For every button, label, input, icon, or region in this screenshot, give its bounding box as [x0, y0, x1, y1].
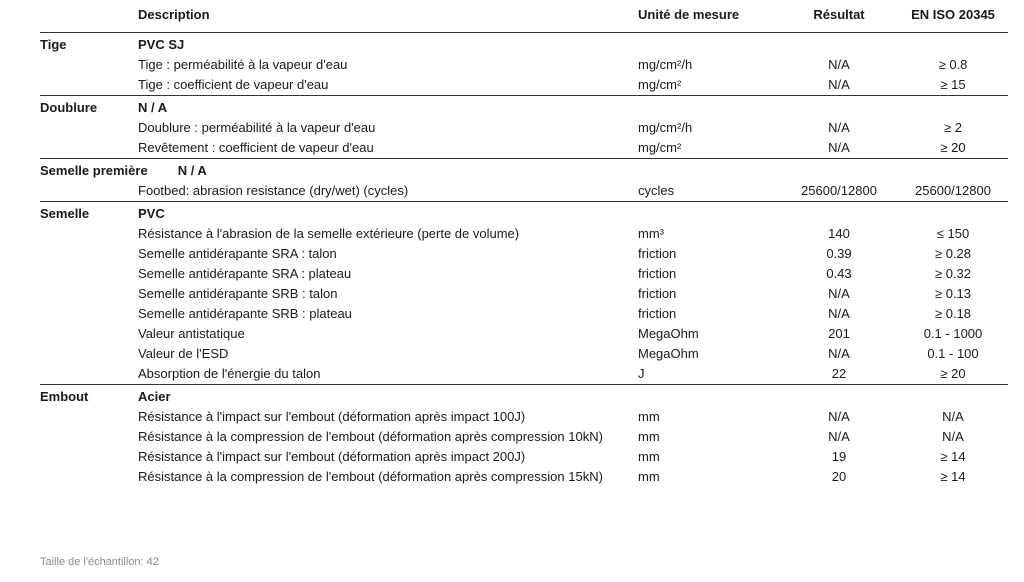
row-spacer	[40, 75, 138, 96]
table-row	[40, 427, 1008, 447]
row-result: N/A	[828, 77, 850, 92]
row-standard: ≥ 14	[940, 469, 966, 484]
row-result: N/A	[828, 120, 850, 135]
section-blank-result	[780, 159, 898, 182]
row-description: Semelle antidérapante SRB : talon	[138, 286, 338, 301]
table-row	[40, 244, 1008, 264]
section-name: Semelle première	[40, 163, 148, 178]
row-result: N/A	[828, 140, 850, 155]
section-row	[40, 159, 1008, 182]
section-name: Doublure	[40, 96, 138, 119]
row-standard: ≥ 20	[940, 366, 966, 381]
row-result: N/A	[828, 409, 850, 424]
row-standard: ≥ 2	[944, 120, 962, 135]
row-unit: J	[638, 366, 645, 381]
table-row	[40, 447, 1008, 467]
row-spacer	[40, 407, 138, 427]
row-spacer	[40, 467, 138, 487]
table-row	[40, 181, 1008, 202]
row-result: N/A	[828, 346, 850, 361]
row-description: Absorption de l'énergie du talon	[138, 366, 321, 381]
row-standard: ≥ 0.8	[938, 57, 968, 72]
section-blank-unit	[638, 202, 780, 225]
row-spacer	[40, 364, 138, 385]
section-material: Acier	[138, 385, 638, 408]
table-row	[40, 467, 1008, 487]
header-standard: EN ISO 20345	[898, 6, 1008, 33]
row-standard: ≥ 0.28	[934, 246, 972, 261]
section-blank-result	[780, 96, 898, 119]
section-blank-standard	[898, 159, 1008, 182]
row-unit: mm	[638, 429, 660, 444]
section-material: N / A	[177, 163, 207, 178]
header-description: Description	[138, 6, 638, 33]
row-description: Résistance à la compression de l'embout (déformation après compression 10kN)	[138, 429, 603, 444]
header-result: Résultat	[780, 6, 898, 33]
row-result: 20	[831, 469, 847, 484]
row-spacer	[40, 244, 138, 264]
row-description: Semelle antidérapante SRA : plateau	[138, 266, 352, 281]
table-row	[40, 344, 1008, 364]
section-blank-standard	[898, 96, 1008, 119]
row-description: Résistance à l'abrasion de la semelle extérieure (perte de volume)	[138, 226, 520, 241]
table-body	[40, 33, 1008, 488]
section-row	[40, 33, 1008, 56]
row-unit: mg/cm²/h	[638, 120, 693, 135]
row-result: N/A	[828, 286, 850, 301]
row-description: Valeur de l'ESD	[138, 346, 229, 361]
row-unit: MegaOhm	[638, 346, 699, 361]
table-row	[40, 407, 1008, 427]
row-unit: MegaOhm	[638, 326, 699, 341]
row-spacer	[40, 181, 138, 202]
section-row	[40, 385, 1008, 408]
spec-table	[40, 6, 1008, 487]
section-header-combined	[40, 159, 638, 182]
row-result: 0.43	[826, 266, 852, 281]
section-blank-standard	[898, 33, 1008, 56]
row-result: 25600/12800	[801, 183, 877, 198]
row-spacer	[40, 55, 138, 75]
row-standard: ≥ 0.32	[934, 266, 972, 281]
row-result: 140	[828, 226, 850, 241]
row-description: Semelle antidérapante SRB : plateau	[138, 306, 352, 321]
section-material: PVC	[138, 202, 638, 225]
row-unit: mm	[638, 449, 660, 464]
row-standard: N/A	[942, 409, 964, 424]
row-standard: 0.1 - 1000	[923, 326, 983, 341]
section-name: Semelle	[40, 202, 138, 225]
header-section	[40, 6, 138, 33]
section-material: PVC SJ	[138, 37, 185, 52]
table-row	[40, 75, 1008, 96]
row-unit: friction	[638, 266, 677, 281]
row-standard: ≤ 150	[936, 226, 970, 241]
row-spacer	[40, 447, 138, 467]
section-blank-unit	[638, 96, 780, 119]
table-row	[40, 264, 1008, 284]
row-result: 19	[831, 449, 847, 464]
table-row	[40, 304, 1008, 324]
section-blank-standard	[898, 385, 1008, 408]
section-row	[40, 96, 1008, 119]
row-description: Doublure : perméabilité à la vapeur d'eau	[138, 120, 376, 135]
row-spacer	[40, 284, 138, 304]
table-row	[40, 224, 1008, 244]
row-description: Semelle antidérapante SRA : talon	[138, 246, 337, 261]
row-description: Résistance à l'impact sur l'embout (déformation après impact 200J)	[138, 449, 526, 464]
row-description: Revêtement : coefficient de vapeur d'eau	[138, 140, 374, 155]
row-unit: mg/cm²	[638, 140, 682, 155]
table-row	[40, 364, 1008, 385]
section-blank-unit	[638, 33, 780, 56]
row-description: Tige : perméabilité à la vapeur d'eau	[138, 57, 348, 72]
row-unit: mm³	[638, 226, 664, 241]
section-blank-result	[780, 385, 898, 408]
row-unit: mg/cm²/h	[638, 57, 693, 72]
section-blank-unit	[638, 385, 780, 408]
row-description: Résistance à l'impact sur l'embout (déformation après impact 100J)	[138, 409, 526, 424]
row-spacer	[40, 224, 138, 244]
row-description: Résistance à la compression de l'embout (déformation après compression 15kN)	[138, 469, 603, 484]
row-standard: N/A	[942, 429, 964, 444]
row-unit: cycles	[638, 183, 675, 198]
section-blank-result	[780, 33, 898, 56]
header-unit: Unité de mesure	[638, 6, 780, 33]
row-unit: mm	[638, 409, 660, 424]
row-result: N/A	[828, 429, 850, 444]
section-name: Tige	[40, 37, 67, 52]
section-material: N / A	[138, 96, 638, 119]
row-unit: mm	[638, 469, 660, 484]
row-description: Footbed: abrasion resistance (dry/wet) (cycles)	[138, 183, 409, 198]
table-row	[40, 118, 1008, 138]
table-row	[40, 324, 1008, 344]
table-row	[40, 55, 1008, 75]
section-row	[40, 202, 1008, 225]
row-unit: mg/cm²	[638, 77, 682, 92]
row-spacer	[40, 118, 138, 138]
row-standard: ≥ 20	[940, 140, 966, 155]
row-spacer	[40, 304, 138, 324]
row-standard: ≥ 0.18	[934, 306, 972, 321]
section-blank-result	[780, 202, 898, 225]
sample-size-note: Taille de l'échantillon: 42	[40, 556, 159, 568]
row-standard: ≥ 15	[940, 77, 966, 92]
row-standard: ≥ 0.13	[934, 286, 972, 301]
section-blank-standard	[898, 202, 1008, 225]
row-result: N/A	[828, 306, 850, 321]
table-row	[40, 138, 1008, 159]
row-description: Tige : coefficient de vapeur d'eau	[138, 77, 329, 92]
row-unit: friction	[638, 286, 677, 301]
row-spacer	[40, 264, 138, 284]
row-spacer	[40, 138, 138, 159]
row-standard: 0.1 - 100	[927, 346, 979, 361]
row-description: Valeur antistatique	[138, 326, 245, 341]
row-unit: friction	[638, 306, 677, 321]
section-name: Embout	[40, 385, 138, 408]
row-standard: 25600/12800	[915, 183, 991, 198]
row-spacer	[40, 324, 138, 344]
row-standard: ≥ 14	[940, 449, 966, 464]
row-result: 0.39	[826, 246, 852, 261]
table-header-row	[40, 6, 1008, 33]
row-result: 201	[828, 326, 850, 341]
row-spacer	[40, 344, 138, 364]
row-result: 22	[831, 366, 847, 381]
row-spacer	[40, 427, 138, 447]
row-unit: friction	[638, 246, 677, 261]
row-result: N/A	[828, 57, 850, 72]
section-blank-unit	[638, 159, 780, 182]
table-row	[40, 284, 1008, 304]
